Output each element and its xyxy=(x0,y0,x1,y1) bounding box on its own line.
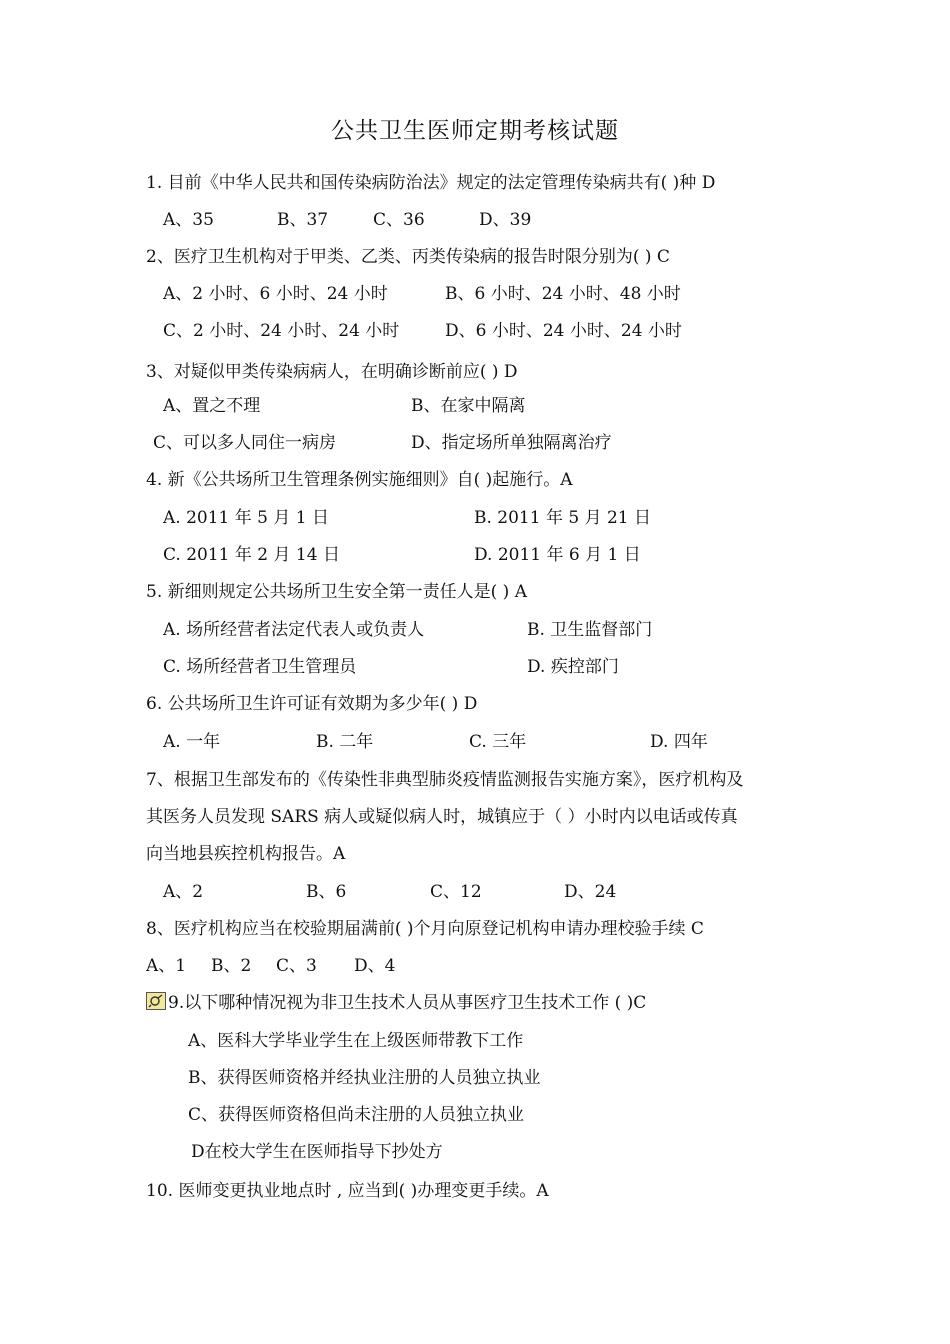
q9-option-b: B、获得医师资格并经执业注册的人员独立执业 xyxy=(188,1068,541,1088)
question-10: 10. 医师变更执业地点时 , 应当到( )办理变更手续。A xyxy=(146,1181,549,1201)
question-7-line-1: 7、根据卫生部发布的《传染性非典型肺炎疫情监测报告实施方案》，医疗机构及 xyxy=(146,770,744,790)
question-7-line-3: 向当地县疾控机构报告。A xyxy=(146,844,346,864)
question-4: 4. 新《公共场所卫生管理条例实施细则》自( )起施行。A xyxy=(146,470,573,490)
q7-option-b: B、6 xyxy=(306,882,347,902)
q1-option-b: B、37 xyxy=(277,210,329,230)
q5-option-c: C. 场所经营者卫生管理员 xyxy=(163,657,357,677)
q6-option-a: A. 一年 xyxy=(163,732,221,752)
q2-option-d: D、6 小时、24 小时、24 小时 xyxy=(445,321,682,341)
q1-option-d: D、39 xyxy=(479,210,532,230)
question-1: 1. 目前《中华人民共和国传染病防治法》规定的法定管理传染病共有( )种 D xyxy=(146,173,716,193)
q3-option-d: D、指定场所单独隔离治疗 xyxy=(411,433,612,453)
q5-option-d: D. 疾控部门 xyxy=(527,657,619,677)
question-3: 3、对疑似甲类传染病病人，在明确诊断前应( ) D xyxy=(146,362,518,382)
q9-option-d: D在校大学生在医师指导下抄处方 xyxy=(191,1142,443,1162)
question-8: 8、医疗机构应当在校验期届满前( )个月向原登记机构申请办理校验手续 C xyxy=(146,919,704,939)
q2-option-c: C、2 小时、24 小时、24 小时 xyxy=(163,321,400,341)
q8-option-d: D、4 xyxy=(354,956,396,976)
question-6: 6. 公共场所卫生许可证有效期为多少年( ) D xyxy=(146,694,478,714)
question-2: 2、医疗卫生机构对于甲类、乙类、丙类传染病的报告时限分别为( ) C xyxy=(146,247,670,267)
q9-option-c: C、获得医师资格但尚未注册的人员独立执业 xyxy=(188,1105,525,1125)
q8-option-a: A、1 xyxy=(146,956,187,976)
q4-option-c: C. 2011 年 2 月 14 日 xyxy=(163,545,340,565)
question-7-line-2: 其医务人员发现 SARS 病人或疑似病人时，城镇应于（ ）小时内以电话或传真 xyxy=(146,807,738,827)
q4-option-b: B. 2011 年 5 月 21 日 xyxy=(474,508,652,528)
q2-option-b: B、6 小时、24 小时、48 小时 xyxy=(445,284,681,304)
q4-option-a: A. 2011 年 5 月 1 日 xyxy=(163,508,329,528)
q3-option-b: B、在家中隔离 xyxy=(411,396,526,416)
q3-option-c: C、可以多人同住一病房 xyxy=(153,433,337,453)
question-5: 5. 新细则规定公共场所卫生安全第一责任人是( ) A xyxy=(146,582,527,602)
q7-option-c: C、12 xyxy=(430,882,482,902)
q6-option-d: D. 四年 xyxy=(650,732,708,752)
q6-option-c: C. 三年 xyxy=(469,732,527,752)
q2-option-a: A、2 小时、6 小时、24 小时 xyxy=(163,284,388,304)
note-marker-icon xyxy=(146,992,166,1010)
q7-option-d: D、24 xyxy=(564,882,617,902)
q9-option-a: A、医科大学毕业学生在上级医师带教下工作 xyxy=(188,1031,524,1051)
q8-option-c: C、3 xyxy=(276,956,317,976)
q6-option-b: B. 二年 xyxy=(316,732,374,752)
page-title: 公共卫生医师定期考核试题 xyxy=(331,118,619,144)
q5-option-b: B. 卫生监督部门 xyxy=(527,620,653,640)
q8-option-b: B、2 xyxy=(211,956,252,976)
q4-option-d: D. 2011 年 6 月 1 日 xyxy=(474,545,641,565)
q5-option-a: A. 场所经营者法定代表人或负责人 xyxy=(163,620,425,640)
q3-option-a: A、置之不理 xyxy=(163,396,261,416)
q1-option-a: A、35 xyxy=(163,210,214,230)
question-9: 9.以下哪种情况视为非卫生技术人员从事医疗卫生技术工作 ( )C xyxy=(168,993,647,1013)
q1-option-c: C、36 xyxy=(373,210,425,230)
q7-option-a: A、2 xyxy=(163,882,204,902)
